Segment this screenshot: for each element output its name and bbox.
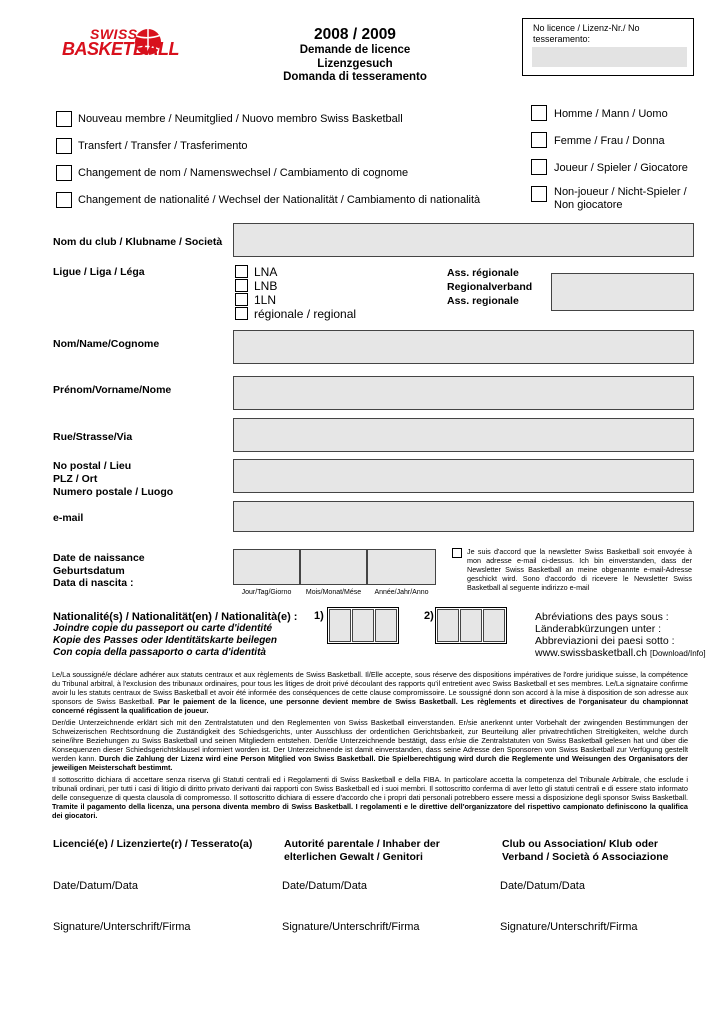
label-nationality: Nationalité(s) / Nationalität(en) / Nationalità(e) : bbox=[53, 611, 298, 623]
label-nationality-change: Changement de nationalité / Wechsel der Nationalität / Cambiamento di nationalità bbox=[78, 194, 481, 206]
label-birth-de: Geburtsdatum bbox=[53, 565, 125, 577]
signature-col2-title-1: Autorité parentale / Inhaber der bbox=[284, 838, 440, 850]
label-name-change: Changement de nom / Namenswechsel / Cambiamento di cognome bbox=[78, 167, 409, 179]
label-firstname: Prénom/Vorname/Nome bbox=[53, 384, 172, 396]
nationality-2-char-3[interactable] bbox=[483, 609, 505, 642]
regional-assoc-input[interactable] bbox=[551, 273, 694, 311]
label-assoc-de: Regionalverband bbox=[447, 281, 533, 293]
signature-col3-title-2: Verband / Società ó Associazione bbox=[502, 851, 669, 863]
street-input[interactable] bbox=[233, 418, 694, 452]
date-label-licensee: Date/Datum/Data bbox=[53, 880, 138, 892]
checkbox-lnb[interactable] bbox=[235, 279, 248, 292]
licence-number-label: No licence / Lizenz-Nr./ No tesseramento: bbox=[533, 23, 640, 44]
label-club: Nom du club / Klubname / Società bbox=[53, 236, 223, 248]
title-it: Domanda di tesseramento bbox=[283, 71, 427, 83]
passport-copy-it: Con copia della passaporto o carta d'identità bbox=[53, 647, 266, 658]
licence-number-box bbox=[522, 18, 694, 76]
label-lna: LNA bbox=[254, 265, 278, 279]
zip-city-input[interactable] bbox=[233, 459, 694, 493]
checkbox-newsletter[interactable] bbox=[452, 548, 462, 558]
newsletter-consent-text: Je suis d'accord que la newsletter Swiss Basketball soit envoyée à mon adresse e-mail ci-dessus. Ich bin einverstanden, dass der Newsletter Swiss Basketball an meine obgenannte e-mail-Adresse geschickt wird. Sono d'accordo di ricevere le Newsletter Swiss Basketball al seguente indirizzo e-mail bbox=[467, 547, 692, 592]
firstname-input[interactable] bbox=[233, 376, 694, 410]
date-label-club: Date/Datum/Data bbox=[500, 880, 585, 892]
passport-copy-de: Kopie des Passes oder Identitätskarte beilegen bbox=[53, 635, 277, 646]
country-abbr-link[interactable]: www.swissbasketball.ch [Download/Info] bbox=[535, 647, 706, 659]
label-league: Ligue / Liga / Léga bbox=[53, 266, 145, 278]
label-assoc-fr: Ass. régionale bbox=[447, 267, 519, 279]
signature-col3-title-1: Club ou Association/ Klub oder bbox=[502, 838, 658, 850]
label-zip-de: PLZ / Ort bbox=[53, 473, 98, 485]
licence-number-input[interactable] bbox=[532, 47, 687, 67]
legal-text-it: Il sottoscritto dichiara di accettare senza riserva gli Statuti centrali ed i Regolamenti di Swiss Basketball e della FIBA. In particolare accetta la competenza del Tribunale Arbitrale, che esclude i tribunali ordinari, per tutti i casi di litigio di diritto privato derivanti dai rapporti con Swiss Basketball ed i suoi membri. Il sottoscritto conferma di aver letto gli statuti centrali e di essere stato informato delle conseguenze di questa clausola di compromesso. Il sottoscritto dichiara di essere d'accordo che i propri dati personali potrebbero essere messi a disposizione degli sponsor Swiss Basketball. Tramite il pagamento della licenza, una persona diventa membro di Swiss Basketball. I regolamenti e le direttive dell'organizzatore del rispettivo campionato definiscono la qualifica dei giocatori. bbox=[52, 775, 688, 820]
download-info-link[interactable]: [Download/Info] bbox=[649, 649, 706, 658]
country-abbr-it: Abbreviazioni dei paesi sotto : bbox=[535, 635, 675, 647]
signature-label-club: Signature/Unterschrift/Firma bbox=[500, 921, 638, 933]
label-name: Nom/Name/Cognome bbox=[53, 338, 160, 350]
logo-line1: SWISS bbox=[90, 26, 138, 42]
label-assoc-it: Ass. regionale bbox=[447, 295, 519, 307]
birth-day-input[interactable] bbox=[233, 549, 300, 585]
checkbox-new-member[interactable] bbox=[56, 111, 72, 127]
signature-label-parent: Signature/Unterschrift/Firma bbox=[282, 921, 420, 933]
label-email: e-mail bbox=[53, 512, 84, 524]
date-label-parent: Date/Datum/Data bbox=[282, 880, 367, 892]
birth-month-input[interactable] bbox=[300, 549, 367, 585]
nationality-2-char-1[interactable] bbox=[437, 609, 459, 642]
passport-copy-fr: Joindre copie du passeport ou carte d'identité bbox=[53, 623, 273, 634]
label-1ln: 1LN bbox=[254, 293, 277, 307]
nationality-1-char-2[interactable] bbox=[352, 609, 374, 642]
label-transfer: Transfert / Transfer / Trasferimento bbox=[78, 140, 248, 152]
checkbox-nationality-change[interactable] bbox=[56, 192, 72, 208]
checkbox-non-player[interactable] bbox=[531, 186, 547, 202]
birth-year-input[interactable] bbox=[367, 549, 436, 585]
email-input[interactable] bbox=[233, 501, 694, 532]
signature-col1-title: Licencié(e) / Lizenzierte(r) / Tesserato(a) bbox=[53, 838, 253, 850]
country-abbr-fr: Abréviations des pays sous : bbox=[535, 611, 669, 623]
signature-label-licensee: Signature/Unterschrift/Firma bbox=[53, 921, 191, 933]
label-zip-it: Numero postale / Luogo bbox=[53, 486, 174, 498]
label-male: Homme / Mann / Uomo bbox=[554, 108, 668, 120]
label-zip-fr: No postal / Lieu bbox=[53, 460, 132, 472]
swiss-basketball-logo bbox=[62, 26, 182, 66]
checkbox-regional[interactable] bbox=[235, 307, 248, 320]
label-new-member: Nouveau membre / Neumitglied / Nuovo membro Swiss Basketball bbox=[78, 113, 403, 125]
season-year: 2008 / 2009 bbox=[314, 26, 396, 43]
club-input[interactable] bbox=[233, 223, 694, 257]
label-player: Joueur / Spieler / Giocatore bbox=[554, 162, 688, 174]
label-birth-fr: Date de naissance bbox=[53, 552, 145, 564]
label-year: Année/Jahr/Anno bbox=[374, 589, 429, 596]
checkbox-player[interactable] bbox=[531, 159, 547, 175]
legal-text-de: Der/die Unterzeichnende erklärt sich mit den Zentralstatuten und den Reglementen von Swiss Basketball einverstanden. Er/sie anerkennt unter Vorbehalt der zwingenden Bestimmungen der Schweizerischen Rechtsordnung die Zuständigkeit des Schiedsgerichts, unter Ausschluss der ordentlichen Gerichtsbarkeit, zur Beurteilung aller privatrechtlichen Streitigkeiten, welche durch seine/ihre Beziehungen zu Swiss Basketball und seinen Mitgliedern entstehen. Der/die Unterzeichnende bestätigt, dass er/sie die Zentralstatuten von Swiss Basketball gelesen hat und über die Konsequenzen dieser Schiedsgerichtsklausel informiert worden ist. Der Unterzeichnende ist damit einverstanden, dass seine Adresse den Sponsoren von Swiss Basketball zur Verfügung gestellt werden kann. Durch die Zahlung der Lizenz wird eine Person Mitglied von Swiss Basketball. Die Spielberechtigung wird durch die Reglemente und Weisungen des Organisators der jeweiligen Meisterschaft bestimmt. bbox=[52, 718, 689, 772]
label-day: Jour/Tag/Giorno bbox=[241, 589, 292, 596]
signature-col2-title-2: elterlichen Gewalt / Genitori bbox=[284, 851, 423, 863]
name-input[interactable] bbox=[233, 330, 694, 364]
checkbox-male[interactable] bbox=[531, 105, 547, 121]
logo-line2: BASKETBALL bbox=[62, 39, 179, 59]
label-month: Mois/Monat/Mése bbox=[305, 589, 362, 596]
nationality-1-marker: 1) bbox=[314, 610, 324, 622]
nationality-2-char-2[interactable] bbox=[460, 609, 482, 642]
label-non-player: Non-joueur / Nicht-Spieler / Non giocatore bbox=[554, 186, 687, 211]
checkbox-transfer[interactable] bbox=[56, 138, 72, 154]
title-de: Lizenzgesuch bbox=[317, 58, 393, 70]
checkbox-female[interactable] bbox=[531, 132, 547, 148]
nationality-1-char-1[interactable] bbox=[329, 609, 351, 642]
label-street: Rue/Strasse/Via bbox=[53, 431, 133, 443]
checkbox-1ln[interactable] bbox=[235, 293, 248, 306]
country-abbr-de: Länderabkürzungen unter : bbox=[535, 623, 662, 635]
checkbox-name-change[interactable] bbox=[56, 165, 72, 181]
checkbox-lna[interactable] bbox=[235, 265, 248, 278]
title-fr: Demande de licence bbox=[299, 44, 411, 56]
legal-text-fr: Le/La soussigné/e déclare adhérer aux statuts centraux et aux règlements de Swiss Basketball. Il/Elle accepte, sous réserve des dispositions impératives de l'ordre juridique suisse, la compétence du Tribunal arbitral, à l'exclusion des tribunaux ordinaires, pour tous les litiges de droit privé découlant des rapports qu'il entretient avec Swiss Basketball et ses membres. Le/La signataire confirme avoir lu les statuts centraux de Swiss Basketball et avoir été informée des conséquences de cette clause compromissoire. Le soussigné donn son accord à la mise à disposition de son adresse aux sponsors de Swiss Basketball. Par le paiement de la licence, une personne devient membre de Swiss Basketball. Les règlements et directives de l'organisateur du championnat concerné régissent la qualification de joueur. bbox=[52, 670, 688, 715]
nationality-2-marker: 2) bbox=[424, 610, 434, 622]
label-regional: régionale / regional bbox=[254, 307, 357, 321]
label-birth-it: Data di nascita : bbox=[53, 577, 134, 589]
nationality-1-char-3[interactable] bbox=[375, 609, 397, 642]
label-lnb: LNB bbox=[254, 279, 278, 293]
label-female: Femme / Frau / Donna bbox=[554, 135, 665, 147]
